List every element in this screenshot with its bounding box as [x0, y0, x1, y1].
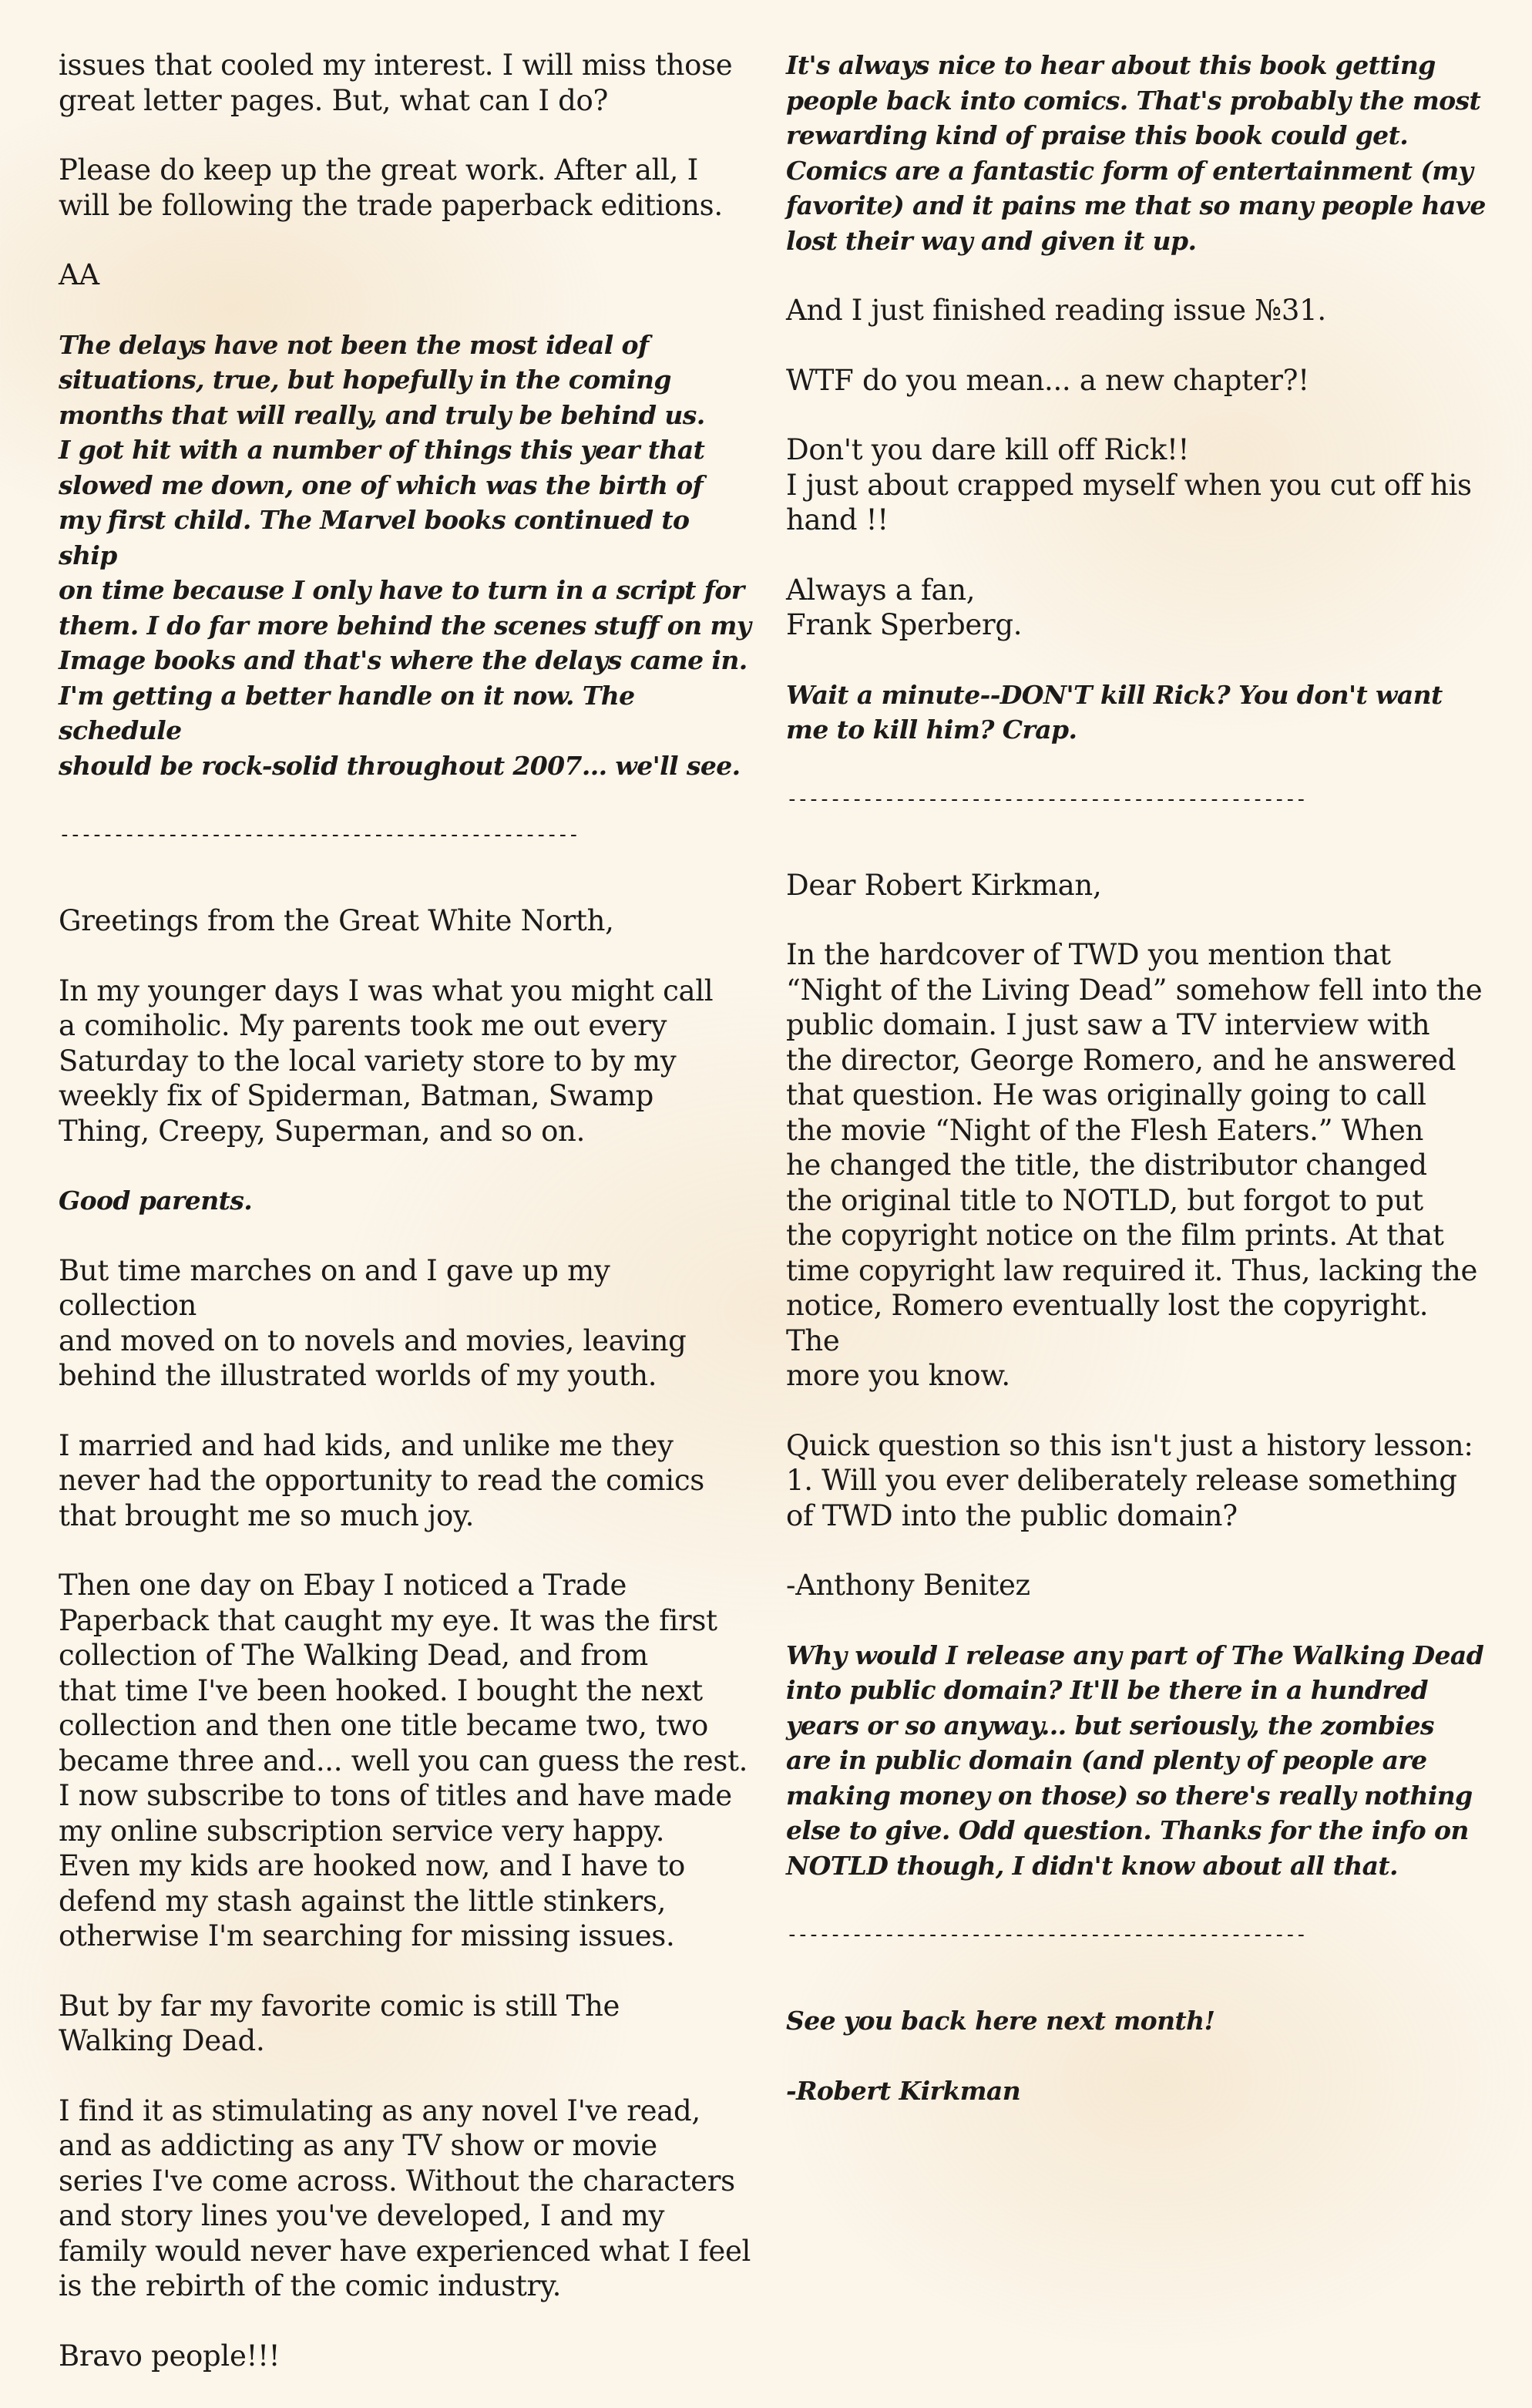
- editor-signature: -Robert Kirkman: [786, 2075, 1021, 2106]
- left-column: [59, 48, 752, 2408]
- letter-paragraph: In the hardcover of TWD you mention that “Night of the Living Dead” somehow fell into the public domain. I just saw a TV interview with the director, George Romero, and he answered that question. He was originally going to call the movie “Night of the Flesh Eaters.” When he changed the title, the distributor changed the original title to NOTLD, but forgot to put the copyright notice on the film prints. At that time copyright law required it. Thus, lacking the notice, Romero eventually lost the copyright. The more you know.: [786, 938, 1483, 1392]
- letter-paragraph: In my younger days I was what you might call a comiholic. My parents took me out every Saturday to the local variety store to by my weekly fix of Spiderman, Batman, Swamp Thing, Creepy, Superman, and so on.: [59, 974, 714, 1148]
- letter-paragraph: Please do keep up the great work. After all, I will be following the trade paperback editions.: [59, 153, 723, 222]
- letter-signature: AA: [59, 258, 99, 291]
- letter-paragraph: issues that cooled my interest. I will miss those great letter pages. But, what can I do?: [59, 49, 733, 117]
- letter-paragraph: WTF do you mean... a new chapter?!: [786, 363, 1309, 397]
- letter-closing: Bravo people!!!: [59, 2339, 281, 2373]
- letter-signature: Always a fan, Frank Sperberg.: [786, 573, 1023, 641]
- section-divider: ------------------------------------------------: [786, 1923, 1306, 1946]
- section-divider: ------------------------------------------------: [786, 787, 1306, 811]
- editor-reply: Why would I release any part of The Walking Dead into public domain? It'll be there in a hundred years or so anyway... but seriously, the zombies are in public domain (and plenty of people are making money on those) so there's really nothing else to give. Odd question. Thanks for the info on NOTLD though, I didn't know about all that.: [786, 1640, 1484, 1881]
- letter-paragraph: Then one day on Ebay I noticed a Trade Paperback that caught my eye. It was the first collection of The Walking Dead, and from that time I've been hooked. I bought the next collection and then one title became two, two became three and... well you can guess the rest. I now subscribe to tons of titles and have made my online subscription service very happy. Even my kids are hooked now, and I have to defend my stash against the little stinkers, otherwise I'm searching for missing issues.: [59, 1569, 748, 1952]
- letter-greeting: Greetings from the Great White North,: [59, 904, 614, 937]
- section-divider: ------------------------------------------------: [59, 823, 579, 846]
- editor-reply: It's always nice to hear about this book getting people back into comics. That's probably the most rewarding kind of praise this book could get. Comics are a fantastic form of entertainment (my favorite) and it pains me that so many people have lost their way and given it up.: [786, 50, 1486, 256]
- letter-paragraph: I find it as stimulating as any novel I've read, and as addicting as any TV show or movie series I've come across. Without the characters and story lines you've developed, I and my family would never have experienced what I feel is the rebirth of the comic industry.: [59, 2094, 751, 2302]
- editor-sign-off: See you back here next month!: [786, 2006, 1215, 2036]
- letter-signature: -Anthony Benitez: [786, 1569, 1030, 1602]
- letter-paragraph: Don't you dare kill off Rick!! I just about crapped myself when you cut off his hand !!: [786, 433, 1472, 536]
- editor-reply: The delays have not been the most ideal of situations, true, but hopefully in the coming months that will really, and truly be behind us. I got hit with a number of things this year that slowed me down, one of which was the birth of my first child. The Marvel books continued to ship on time because I only have to turn in a script for them. I do far more behind the scenes stuff on my Image books and that's where the delays came in. I'm getting a better handle on it now. The schedule should be rock-solid throughout 2007... we'll see.: [59, 329, 751, 781]
- letter-paragraph: I married and had kids, and unlike me they never had the opportunity to read the comics that brought me so much joy.: [59, 1428, 704, 1532]
- letter-paragraph: But time marches on and I gave up my collection and moved on to novels and movies, leaving behind the illustrated worlds of my youth.: [59, 1253, 687, 1392]
- editor-reply: Good parents.: [59, 1186, 253, 1216]
- right-column: [786, 48, 1487, 2143]
- letter-greeting: Dear Robert Kirkman,: [786, 868, 1102, 902]
- letter-paragraph: And I just finished reading issue №31.: [786, 294, 1326, 327]
- letter-paragraph: But by far my favorite comic is still The Walking Dead.: [59, 1989, 620, 2057]
- editor-reply: Wait a minute--DON'T kill Rick? You don't want me to kill him? Crap.: [786, 679, 1443, 745]
- letter-paragraph: Quick question so this isn't just a history lesson: 1. Will you ever deliberately release something of TWD into the public domain?: [786, 1428, 1473, 1532]
